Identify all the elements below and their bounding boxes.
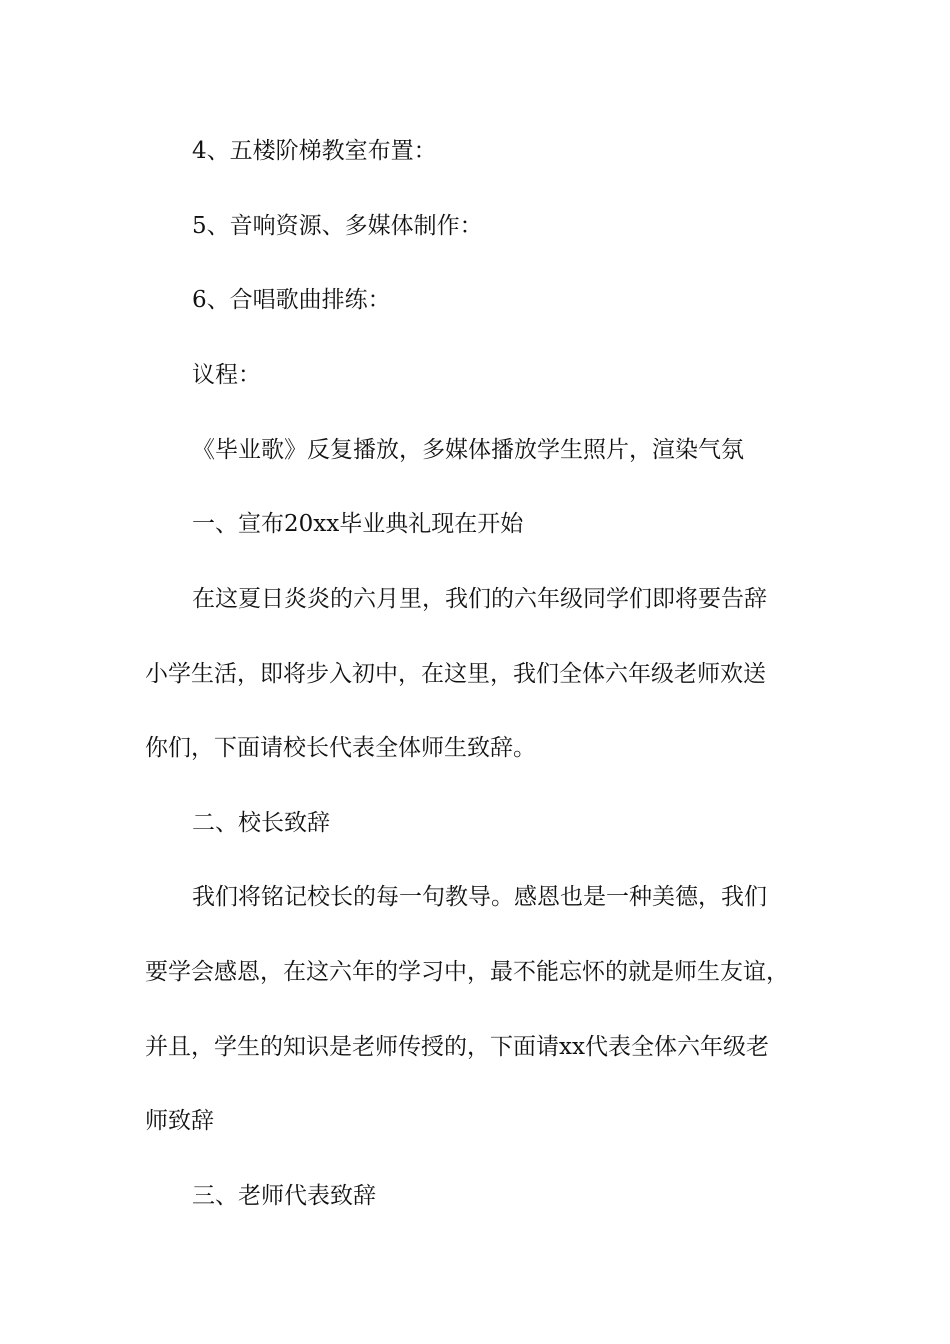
agenda-heading: 议程： xyxy=(192,362,261,388)
paragraph-line: 在这夏日炎炎的六月里，我们的六年级同学们即将要告辞 xyxy=(192,586,767,612)
paragraph-line: 你们，下面请校长代表全体师生致辞。 xyxy=(145,735,536,761)
section-heading-2: 二、校长致辞 xyxy=(192,810,330,836)
paragraph-line: 我们将铭记校长的每一句教导。感恩也是一种美德，我们 xyxy=(192,884,767,910)
list-item-venue-setup: 4、五楼阶梯教室布置： xyxy=(192,138,437,164)
list-item-choir-rehearsal: 6、合唱歌曲排练： xyxy=(192,287,391,313)
agenda-intro: 《毕业歌》反复播放，多媒体播放学生照片，渲染气氛 xyxy=(192,437,744,463)
section-heading-1: 一、宣布20xx毕业典礼现在开始 xyxy=(192,511,524,537)
list-item-audio-media: 5、音响资源、多媒体制作： xyxy=(192,213,483,239)
paragraph-line: 要学会感恩，在这六年的学习中，最不能忘怀的就是师生友谊， xyxy=(145,959,789,985)
paragraph-line: 师致辞 xyxy=(145,1108,214,1134)
paragraph-line: 小学生活，即将步入初中，在这里，我们全体六年级老师欢送 xyxy=(145,661,766,687)
section-heading-3: 三、老师代表致辞 xyxy=(192,1183,376,1209)
paragraph-line: 并且，学生的知识是老师传授的，下面请xx代表全体六年级老 xyxy=(145,1034,769,1060)
